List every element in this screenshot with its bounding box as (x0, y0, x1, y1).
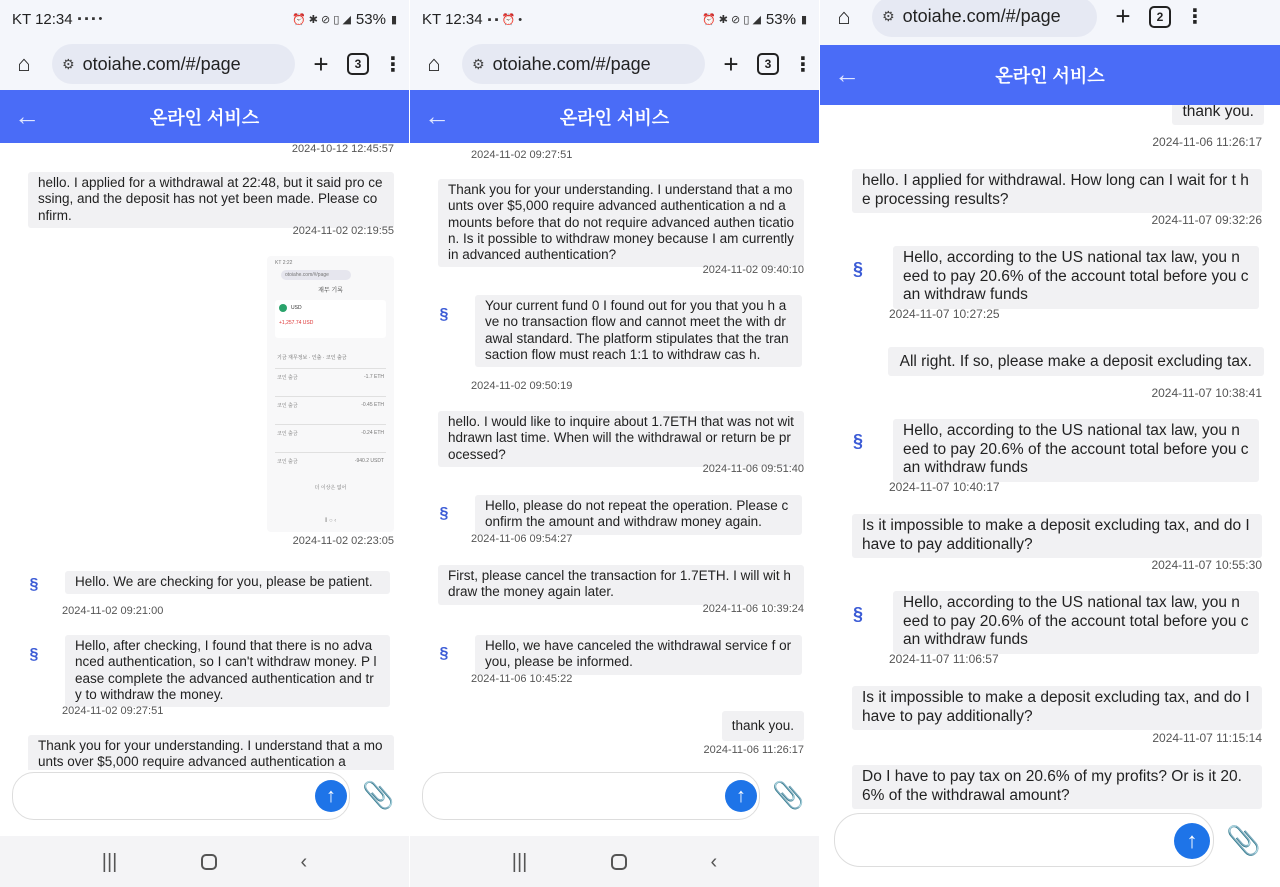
timestamp: 2024-11-07 10:27:25 (889, 307, 1000, 321)
agent-logo-icon: § (439, 505, 449, 522)
status-bar (410, 0, 819, 38)
timestamp: 2024-11-06 11:26:17 (1152, 135, 1262, 149)
timestamp: 2024-11-02 02:19:55 (292, 225, 394, 237)
composer (410, 770, 819, 836)
user-message: hello. I applied for a withdrawal at 22:48, but it said pro cessing, and the deposit has not yet been made. Please confirm. (28, 172, 394, 228)
agent-logo-icon: § (439, 306, 449, 323)
agent-message: Hello, please do not repeat the operation. Please confirm the amount and withdraw money again. (475, 495, 802, 535)
app-title: 온라인 서비스 (995, 66, 1105, 86)
recents-icon[interactable]: ||| (511, 850, 528, 873)
agent-message: Hello, according to the US national tax law, you n eed to pay 20.6% of the account total before you can withdraw funds (893, 419, 1259, 482)
message-input[interactable] (12, 772, 350, 820)
notification-icons: ▪ ▪ ▪ • (77, 13, 103, 25)
home-nav-icon[interactable] (611, 854, 627, 870)
battery-icon: ▮ (390, 13, 397, 26)
screenshot-panel-3 (820, 0, 1280, 887)
agent-message: Hello, after checking, I found that there is no adva nced authentication, so I can't withdraw money. P lease complete the advanced authentication and try to withdraw the money. (65, 635, 390, 707)
timestamp: 2024-11-02 09:21:00 (62, 605, 164, 617)
user-message: First, please cancel the transaction for 1.7ETH. I will wit hdraw the money again later. (438, 565, 804, 605)
agent-logo-icon: § (852, 259, 863, 279)
address-bar[interactable] (462, 44, 705, 84)
timestamp: 2024-11-02 09:50:19 (471, 380, 573, 392)
timestamp: 2024-11-07 11:06:57 (889, 652, 999, 666)
timestamp: 2024-11-07 10:40:17 (889, 480, 1000, 494)
paperclip-icon[interactable]: 📎 (1226, 825, 1261, 856)
paperclip-icon[interactable]: 📎 (772, 780, 805, 810)
back-nav-icon[interactable]: ‹ (710, 850, 718, 873)
timestamp: 2024-11-07 11:15:14 (1152, 731, 1262, 745)
user-message: hello. I applied for withdrawal. How long can I wait for t he processing results? (852, 169, 1262, 213)
timestamp: 2024-11-06 09:51:40 (702, 463, 804, 475)
timestamp: 2024-11-06 11:26:17 (703, 744, 804, 756)
agent-logo-icon: § (29, 646, 39, 663)
android-nav-bar (0, 836, 409, 887)
tab-count-button[interactable]: 3 (347, 53, 369, 75)
composer (820, 810, 1280, 887)
home-icon[interactable]: ⌂ (837, 3, 851, 29)
tab-count-button[interactable]: 3 (757, 53, 779, 75)
timestamp: 2024-11-06 09:54:27 (471, 533, 573, 545)
battery-level: 53% (355, 10, 386, 28)
timestamp: 2024-11-02 09:40:10 (702, 264, 804, 276)
screenshot-panel-2 (410, 0, 819, 887)
user-message: Thank you for your understanding. I understand that a mounts over $5,000 require advanced authentication a nd amounts before that do not require advanced authen tication. Is it possible to withdraw money because I am currently in advanced authentication? (438, 179, 804, 267)
message-input[interactable] (834, 813, 1214, 867)
address-bar[interactable] (872, 0, 1097, 37)
timestamp: 2024-10-12 12:45:57 (291, 143, 394, 155)
timestamp: 2024-11-02 09:27:51 (62, 705, 164, 717)
new-tab-icon[interactable]: + (313, 48, 329, 79)
recents-icon[interactable]: ||| (101, 850, 118, 873)
system-icons: ⏰ ✱ ⊘ ▯ ◢ (292, 13, 351, 26)
timestamp: 2024-11-07 10:55:30 (1151, 558, 1262, 572)
chat-area (820, 105, 1280, 810)
timestamp: 2024-11-06 10:45:22 (471, 673, 573, 685)
user-message: Thank you for your understanding. I understand that a mounts over $5,000 require advanced authentication a (28, 735, 394, 770)
status-bar (0, 0, 409, 38)
agent-logo-icon: § (29, 576, 39, 593)
user-message: hello. I would like to inquire about 1.7ETH that was not withdrawn last time. When will the withdrawal or return be processed? (438, 411, 804, 467)
send-arrow-up-icon[interactable]: ↑ (725, 780, 757, 812)
agent-message: Your current fund 0 I found out for you that you h ave no transaction flow and cannot meet the with drawal standard. The platform stipulates that the transaction flow must reach 1:1 to withdraw cas h. (475, 295, 802, 367)
paperclip-icon[interactable]: 📎 (362, 780, 395, 810)
back-arrow-icon[interactable]: ← (424, 101, 450, 131)
user-message: Is it impossible to make a deposit excluding tax, and do I have to pay additionally? (852, 514, 1262, 558)
message-input[interactable] (422, 772, 760, 820)
url-text: otoiahe.com/#/page (492, 53, 651, 74)
menu-icon[interactable]: ⋮ (793, 53, 813, 76)
site-settings-icon[interactable]: ⚙ (882, 8, 895, 24)
attached-screenshot-image[interactable]: KT 2:22 otoiahe.com/#/page 재무 기록 USD +1,257.74 USD 기금 재무정보 · 인출 · 코인 출금 코인 출금 -1.7 ETH 코인 출금 -0.45 ETH 코인 출금 -0.24 ETH 코인 출금 -940.2 USDT 더 이상은 없어 ⦀ ○ ‹ (267, 256, 394, 532)
composer (0, 770, 409, 836)
agent-message: Hello. We are checking for you, please be patient. (65, 571, 390, 594)
send-arrow-up-icon[interactable]: ↑ (1174, 823, 1210, 859)
timestamp: 2024-11-06 10:39:24 (702, 603, 804, 615)
app-header (0, 90, 409, 143)
timestamp: 2024-11-07 10:38:41 (1151, 386, 1262, 400)
agent-logo-icon: § (852, 604, 863, 624)
carrier-time: KT 12:34 (12, 10, 73, 28)
chat-area (410, 143, 819, 770)
timestamp: 2024-11-07 09:32:26 (1151, 213, 1262, 227)
agent-message: Hello, according to the US national tax law, you n eed to pay 20.6% of the account total before you can withdraw funds (893, 246, 1259, 309)
site-settings-icon[interactable]: ⚙ (472, 55, 485, 72)
agent-logo-icon: § (852, 431, 863, 451)
home-nav-icon[interactable] (201, 854, 217, 870)
send-arrow-up-icon[interactable]: ↑ (315, 780, 347, 812)
browser-toolbar (410, 38, 819, 90)
back-arrow-icon[interactable]: ← (14, 101, 40, 131)
home-icon[interactable]: ⌂ (427, 51, 441, 76)
agent-message: Hello, according to the US national tax law, you n eed to pay 20.6% of the account total before you can withdraw funds (893, 591, 1259, 654)
app-header (820, 45, 1280, 105)
timestamp: 2024-11-02 09:27:51 (471, 149, 573, 161)
user-message: Is it impossible to make a deposit excluding tax, and do I have to pay additionally? (852, 686, 1262, 730)
carrier-time: KT 12:34 (422, 10, 483, 28)
system-icons: ⏰ ✱ ⊘ ▯ ◢ (702, 13, 761, 26)
timestamp: 2024-11-02 02:23:05 (292, 535, 394, 547)
battery-level: 53% (765, 10, 796, 28)
app-title: 온라인 서비스 (149, 107, 260, 128)
user-message: thank you. (1172, 105, 1264, 125)
app-title: 온라인 서비스 (559, 107, 670, 128)
user-message: All right. If so, please make a deposit excluding tax. (888, 347, 1264, 376)
battery-icon: ▮ (800, 13, 807, 26)
site-settings-icon[interactable]: ⚙ (62, 55, 75, 72)
tab-count-button[interactable]: 2 (1149, 6, 1171, 28)
user-message: thank you. (722, 711, 804, 741)
chat-area (0, 143, 409, 770)
screenshot-panel-1 (0, 0, 409, 887)
browser-toolbar (820, 0, 1280, 45)
agent-logo-icon: § (439, 645, 449, 662)
menu-icon[interactable]: ⋮ (383, 53, 403, 76)
address-bar[interactable] (52, 44, 295, 84)
browser-toolbar (0, 38, 409, 90)
new-tab-icon[interactable]: + (723, 48, 739, 79)
home-icon[interactable]: ⌂ (17, 51, 31, 76)
back-arrow-icon[interactable]: ← (834, 59, 860, 89)
new-tab-icon[interactable]: + (1115, 1, 1131, 31)
url-text: otoiahe.com/#/page (902, 6, 1061, 26)
menu-icon[interactable]: ⋮ (1185, 6, 1205, 28)
android-nav-bar (410, 836, 819, 887)
agent-message: Hello, we have canceled the withdrawal service f or you, please be informed. (475, 635, 802, 675)
back-nav-icon[interactable]: ‹ (300, 850, 308, 873)
notification-icons: ▪ ▪ ⏰ • (487, 13, 523, 26)
app-header (410, 90, 819, 143)
url-text: otoiahe.com/#/page (82, 53, 241, 74)
user-message: Do I have to pay tax on 20.6% of my profits? Or is it 20. 6% of the withdrawal amount? (852, 765, 1262, 809)
